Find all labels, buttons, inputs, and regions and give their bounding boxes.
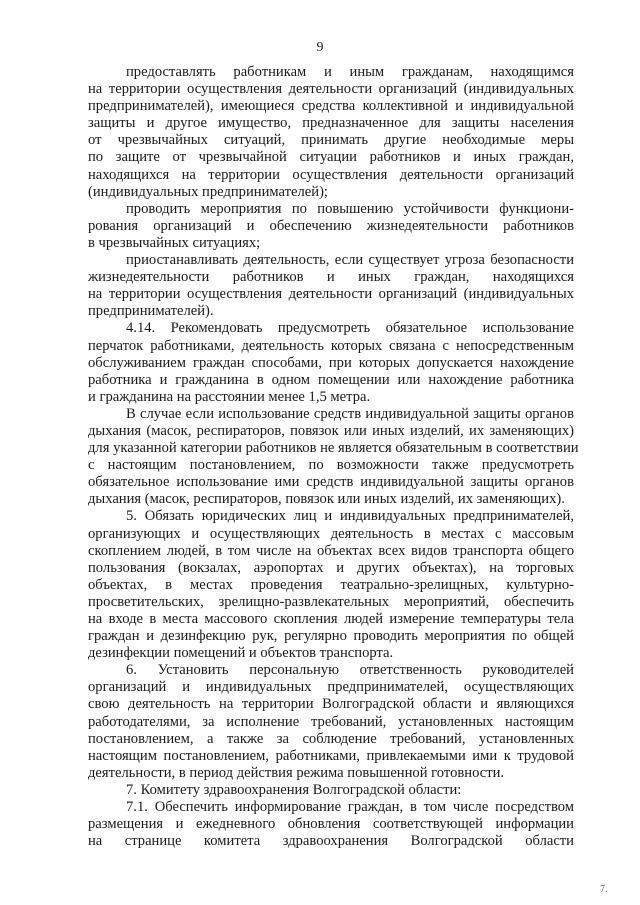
text-line: обслуживанием граждан способами, при которых допускается нахождение <box>88 354 574 371</box>
text-line: от чрезвычайных ситуаций, принимать другие необходимые меры <box>88 132 574 149</box>
text-line: свою деятельность на территории Волгоградской области и являющихся <box>88 696 574 713</box>
text-line: с настоящим постановлением, по возможности также предусмотреть <box>88 457 574 474</box>
paragraph-7-1-informing <box>88 799 574 850</box>
text-line: на входе в места массового скопления людей измерение температуры тела <box>88 611 574 627</box>
text-line: 7. Комитету здравоохранения Волгоградской области: <box>126 781 462 798</box>
paragraph-5-temperature-screening <box>88 508 574 662</box>
text-line: настоящим постановлением, работниками, привлекаемыми ими к трудовой <box>88 747 574 764</box>
text-line: по защите от чрезвычайной ситуации работников и иных граждан, <box>88 149 574 166</box>
text-line: работодателями, за исполнение требований, установленных настоящим <box>88 713 574 730</box>
text-line: организующих и осуществляющих деятельность в местах с массовым <box>88 525 574 542</box>
text-line: организаций и индивидуальных предпринимателей, осуществляющих <box>88 679 574 696</box>
text-line: работника и гражданина в одном помещении или нахождение работника <box>88 371 574 388</box>
text-line: 6. Установить персональную ответственность руководителей <box>126 662 574 679</box>
text-line: защиты и другое имущество, предназначенное для защиты населения <box>88 115 574 132</box>
text-line: предоставлять работникам и иным гражданам, находящимся <box>126 64 574 80</box>
text-line: размещения и ежедневного обновления соответствующей информации <box>88 816 574 833</box>
text-line: 5. Обязать юридических лиц и индивидуальных предпринимателей, <box>126 508 574 525</box>
text-line: В случае если использование средств индивидуальной защиты органов <box>126 405 574 422</box>
paragraph-7-health-committee <box>88 782 574 799</box>
text-line: на территории осуществления деятельности организаций (индивидуальных <box>88 81 574 98</box>
text-line: жизнедеятельности работников и иных граждан, находящихся <box>88 269 574 286</box>
paragraph-6-responsibility <box>88 662 574 782</box>
text-line: 7.1. Обеспечить информирование граждан, в том числе посредством <box>126 799 574 816</box>
text-line: предпринимателей), имеющиеся средства коллективной и индивидуальной <box>88 98 574 115</box>
text-line: предпринимателей). <box>88 303 214 320</box>
text-line: пользования (вокзалах, аэропортах и других объектах), на торговых <box>88 559 574 576</box>
document-body <box>88 64 579 850</box>
corner-mark: 7. <box>600 884 608 895</box>
text-line: находящихся на территории осуществления деятельности организаций <box>88 166 574 183</box>
text-line: деятельности, в период действия режима повышенной готовности. <box>88 764 505 781</box>
paragraph-suspend-activity <box>88 252 574 320</box>
text-line: и гражданина на расстоянии менее 1,5 метра. <box>88 388 371 405</box>
text-line: проводить мероприятия по повышению устойчивости функциони- <box>126 200 574 217</box>
paragraph-protect-workers <box>88 64 574 201</box>
text-line: дыхания (масок, респираторов, повязок или иных изделий, их заменяющих) <box>88 422 574 439</box>
text-line: (индивидуальных предпринимателей); <box>88 183 328 200</box>
text-line: приостанавливать деятельность, если существует угроза безопасности <box>126 252 574 269</box>
text-line: дыхания (масок, респираторов, повязок или иных изделий, их заменяющих). <box>88 491 565 508</box>
text-line: рования организаций и обеспечению жизнедеятельности работников <box>88 217 574 234</box>
paragraph-stability-measures <box>88 201 574 252</box>
paragraph-respiratory-protection <box>88 405 579 509</box>
text-line: на странице комитета здравоохранения Волгоградской области <box>88 833 574 850</box>
text-line: для указанной категории работников не является обязательным в соответствии <box>88 440 579 457</box>
page-number: 9 <box>316 40 324 55</box>
text-line: просветительских, зрелищно-развлекательных мероприятий, обеспечить <box>88 593 574 610</box>
text-line: обязательное использование ими средств индивидуальной защиты органов <box>88 474 574 491</box>
text-line: 4.14. Рекомендовать предусмотреть обязательное использование <box>126 320 574 337</box>
text-line: перчаток работниками, деятельность которых связана с непосредственным <box>88 337 574 354</box>
text-line: на территории осуществления деятельности организаций (индивидуальных <box>88 286 574 303</box>
text-line: граждан и дезинфекцию рук, регулярно проводить мероприятия по общей <box>88 628 574 645</box>
text-line: в чрезвычайных ситуациях; <box>88 234 261 251</box>
text-line: объектах, в местах проведения театрально-зрелищных, культурно- <box>88 576 574 593</box>
text-line: скоплением людей, в том числе на объектах всех видов транспорта общего <box>88 542 574 559</box>
text-line: дезинфекции помещений и объектов транспорта. <box>88 645 394 662</box>
paragraph-4-14-gloves <box>88 320 574 405</box>
text-line: постановлением, а также за соблюдение требований, установленных <box>88 730 574 747</box>
